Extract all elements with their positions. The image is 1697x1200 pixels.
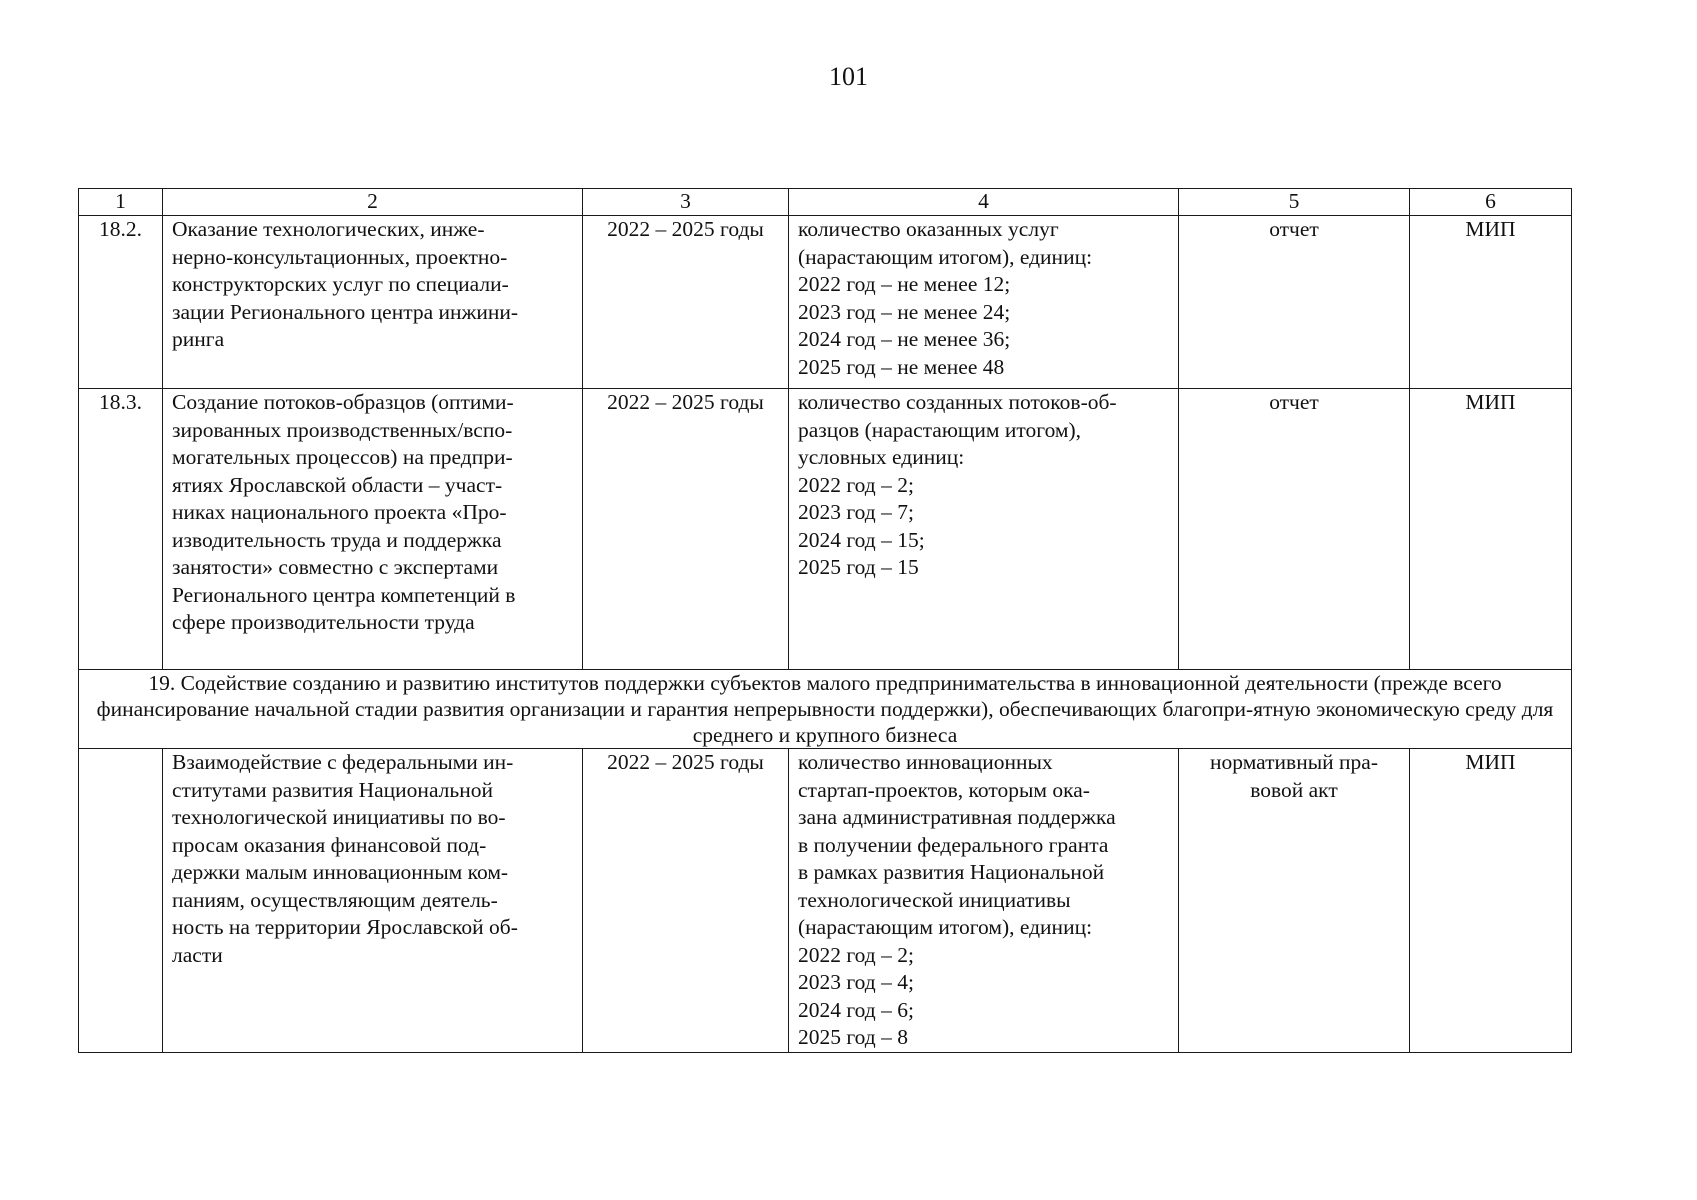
column-number-6: 6 (1410, 189, 1572, 216)
column-number-4: 4 (789, 189, 1179, 216)
measure-period: 2022 – 2025 годы (583, 216, 789, 389)
measure-source: нормативный пра- вовой акт (1179, 749, 1410, 1053)
measure-source: отчет (1179, 389, 1410, 670)
row-number (79, 749, 163, 1053)
measure-indicator: количество инновационных стартап-проектов, которым ока- зана административная поддержка в получении федерального гранта в рамках развития Национальной технологической инициативы (нарастающим итогом), единиц: 2022 год – 2; 2023 год – 4; 2024 год – 6; 2025 год – 8 (789, 749, 1179, 1053)
table-row (79, 216, 1572, 389)
column-number-2: 2 (163, 189, 583, 216)
page-number: 101 (829, 62, 868, 91)
column-number-1: 1 (79, 189, 163, 216)
column-number-5: 5 (1179, 189, 1410, 216)
measure-indicator: количество оказанных услуг (нарастающим итогом), единиц: 2022 год – не менее 12; 2023 год – не менее 24; 2024 год – не менее 36; 2025 год – не менее 48 (789, 216, 1179, 389)
measure-period: 2022 – 2025 годы (583, 749, 789, 1053)
section-row (79, 670, 1572, 749)
measure-executor: МИП (1410, 389, 1572, 670)
table-header-row (79, 189, 1572, 216)
row-number: 18.2. (79, 216, 163, 389)
measure-period: 2022 – 2025 годы (583, 389, 789, 670)
row-number: 18.3. (79, 389, 163, 670)
section-title: 19. Содействие созданию и развитию институтов поддержки субъектов малого предпринимательства в инновационной деятельности (прежде всего финансирование начальной стадии развития организации и гарантия непрерывности поддержки), обеспечивающих благопри-ятную экономическую среду для среднего и крупного бизнеса (79, 670, 1572, 749)
table-row (79, 749, 1572, 1053)
measure-text: Взаимодействие с федеральными ин- ститутами развития Национальной технологической инициативы по во- просам оказания финансовой под- держки малым инновационным ком- паниям, осуществляющим деятель- ность на территории Ярославской об- ласти (163, 749, 583, 1053)
column-number-3: 3 (583, 189, 789, 216)
measures-table (78, 188, 1572, 1053)
measure-text: Создание потоков-образцов (оптими- зированных производственных/вспо- могательных процессов) на предпри- ятиях Ярославской области – участ- никах национального проекта «Про- изводительность труда и поддержка занятости» совместно с экспертами Регионального центра компетенций в сфере производительности труда (163, 389, 583, 670)
measure-text: Оказание технологических, инже- нерно-консультационных, проектно- конструкторских услуг по специали- зации Регионального центра инжини- ринга (163, 216, 583, 389)
measure-executor: МИП (1410, 216, 1572, 389)
measure-source: отчет (1179, 216, 1410, 389)
measure-indicator: количество созданных потоков-об- разцов (нарастающим итогом), условных единиц: 2022 год – 2; 2023 год – 7; 2024 год – 15; 2025 год – 15 (789, 389, 1179, 670)
measure-executor: МИП (1410, 749, 1572, 1053)
table-row (79, 389, 1572, 670)
